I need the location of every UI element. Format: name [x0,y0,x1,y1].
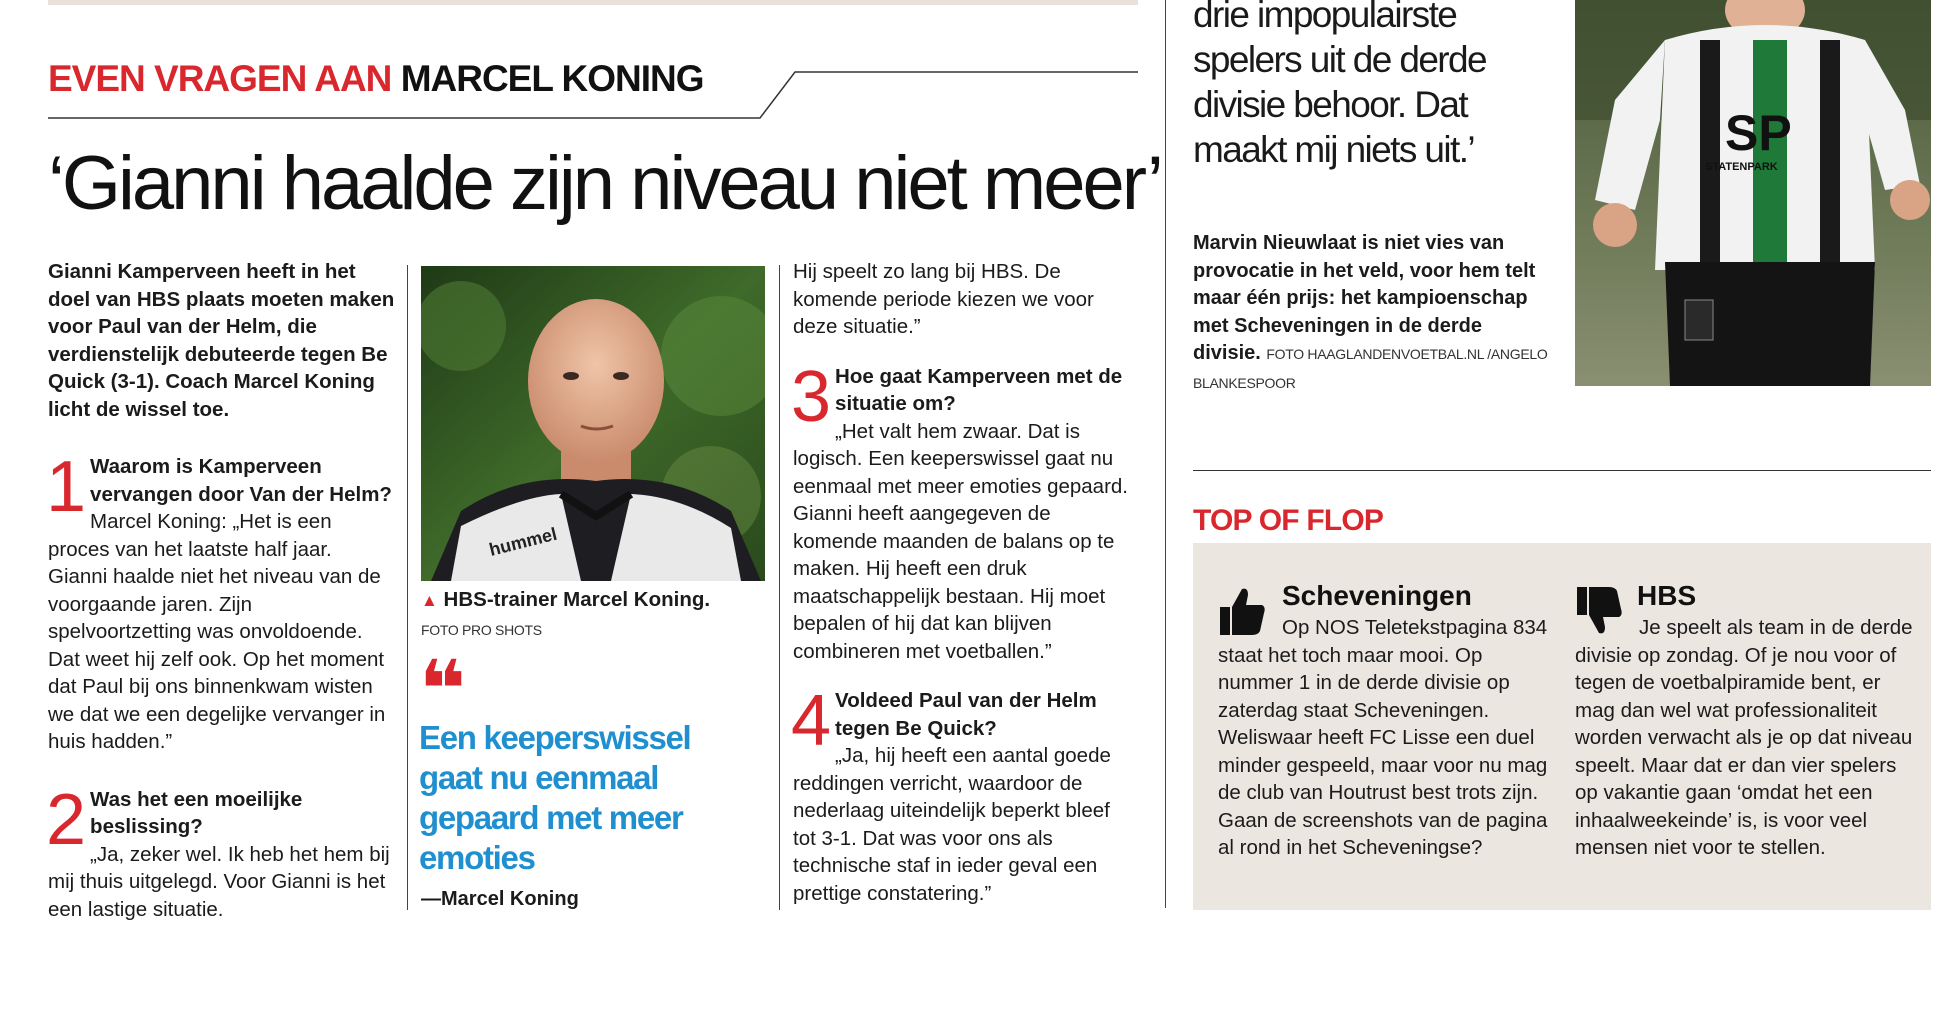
shirt-sponsor-sub: STATENPARK [1705,161,1778,173]
pull-quote: Een keeperswissel gaat nu eenmaal gepaard met meer emoties [419,719,691,876]
question-number: 2 [46,779,87,860]
question-number: 4 [791,681,832,761]
kicker-red: EVEN VRAGEN AAN [48,58,392,99]
photo-caption [421,588,710,612]
flop-heading: HBS [1637,580,1697,611]
triangle-icon: ▲ [421,591,438,610]
continuation-text: Hij speelt zo lang bij HBS. De komende periode kiezen we voor deze situatie.” [793,260,1094,338]
answer-text: „Ja, hij heeft een aantal goede reddingen verricht, waardoor de nederlaag uiteindelijk beperkt bleef tot 3-1. Dat was voor ons als technische staf in ieder geval een prettige constatering.” [793,744,1111,905]
question-2 [46,779,396,924]
kicker-black: MARCEL KONING [400,58,704,99]
question-1 [46,447,396,756]
question-text: Was het een moeilijke beslissing? [90,787,303,838]
top-of-flop-title: TOP OF FLOP [1193,504,1384,537]
column-divider [779,265,780,910]
shirt-logo: hummel [487,523,559,560]
question-text: Waarom is Kamperveen vervangen door Van der Helm? [90,455,392,506]
question-number: 1 [46,447,87,527]
player-photo-credit: FOTO HAAGLANDENVOETBAL.NL /ANGELO BLANKESPOOR [1193,346,1548,391]
question-text: Voldeed Paul van der Helm tegen Be Quick? [835,689,1097,740]
column-1 [48,258,396,923]
coach-photo [421,266,765,581]
answer-text: „Ja, zeker wel. Ik heb het hem bij mij thuis uitgelegd. Voor Gianni is het een lastige situatie. [48,842,390,921]
question-4 [791,681,1138,907]
player-caption [1193,230,1553,397]
pull-quote-author: —Marcel Koning [421,888,579,910]
question-text: Hoe gaat Kamperveen met de situatie om? [835,364,1123,415]
caption-text: HBS-trainer Marcel Koning. [443,588,711,611]
page-divider [1165,0,1166,908]
question-3 [791,356,1138,666]
question-number: 3 [791,356,832,437]
answer-text: Marcel Koning: „Het is een proces van het laatste half jaar. Gianni haalde niet het niveau van de voorgaande jaren. Zijn spelvoortzetting was onvoldoende. Dat weet hij zelf ook. Op het moment dat Paul bij ons binnenkwam wisten we dat we een degelijke vervanger in huis hadden.” [48,510,386,753]
shirt-sponsor: SP [1725,105,1792,161]
section-rule [1193,470,1931,471]
top-heading: Scheveningen [1282,580,1472,611]
answer-text: „Het valt hem zwaar. Dat is logisch. Een keeperswissel gaat nu eenmaal met meer emoties gepaard. Gianni heeft aangegeven de komende maanden de balans op te maken. Hij heeft een druk maatschappelijk bestaan. Hij moet bepalen of hij dat kan blijven combineren met voetballen.” [793,419,1129,663]
quote-mark-icon: ❝ [419,645,466,734]
top-text: Op NOS Teletekstpagina 834 staat het toch maar mooi. Op nummer 1 in de derde divisie op zaterdag staat Scheveningen. Weliswaar heeft FC Lisse een duel minder gespeeld, maar voor nu mag de club van Houtrust best trots zijn. Gaan de screenshots van de pagina al rond in het Scheveningse? [1218,616,1548,859]
headline: ‘Gianni haalde zijn niveau niet meer’ [48,141,1161,226]
column-3 [793,258,1138,907]
column-divider [407,265,408,910]
photo-credit: FOTO PRO SHOTS [421,622,542,638]
player-quote: drie impopulairste spelers uit de derde divisie behoor. Dat maakt mij niets uit.’ [1193,0,1486,170]
flop-text: Je speelt als team in de derde divisie op zondag. Of je nou voor of tegen de voetbalpiramide bent, er mag dan wel wat professionaliteit worden verwacht als je op dat niveau speelt. Maar dat er dan vier spelers op vakantie gaan ‘omdat het een inhaalweekeinde’ is, is voor veel mensen niet voor te stellen. [1575,616,1913,859]
player-caption-text: Marvin Nieuwlaat is niet vies van provocatie in het veld, voor hem telt maar één prijs: het kampioenschap met Scheveningen in de derde divisie. [1193,232,1536,364]
intro: Gianni Kamperveen heeft in het doel van HBS plaats moeten maken voor Paul van der Helm, die verdienstelijk debuteerde tegen Be Quick (3-1). Coach Marcel Koning licht de wissel toe. [48,260,395,421]
player-photo [1575,0,1931,386]
